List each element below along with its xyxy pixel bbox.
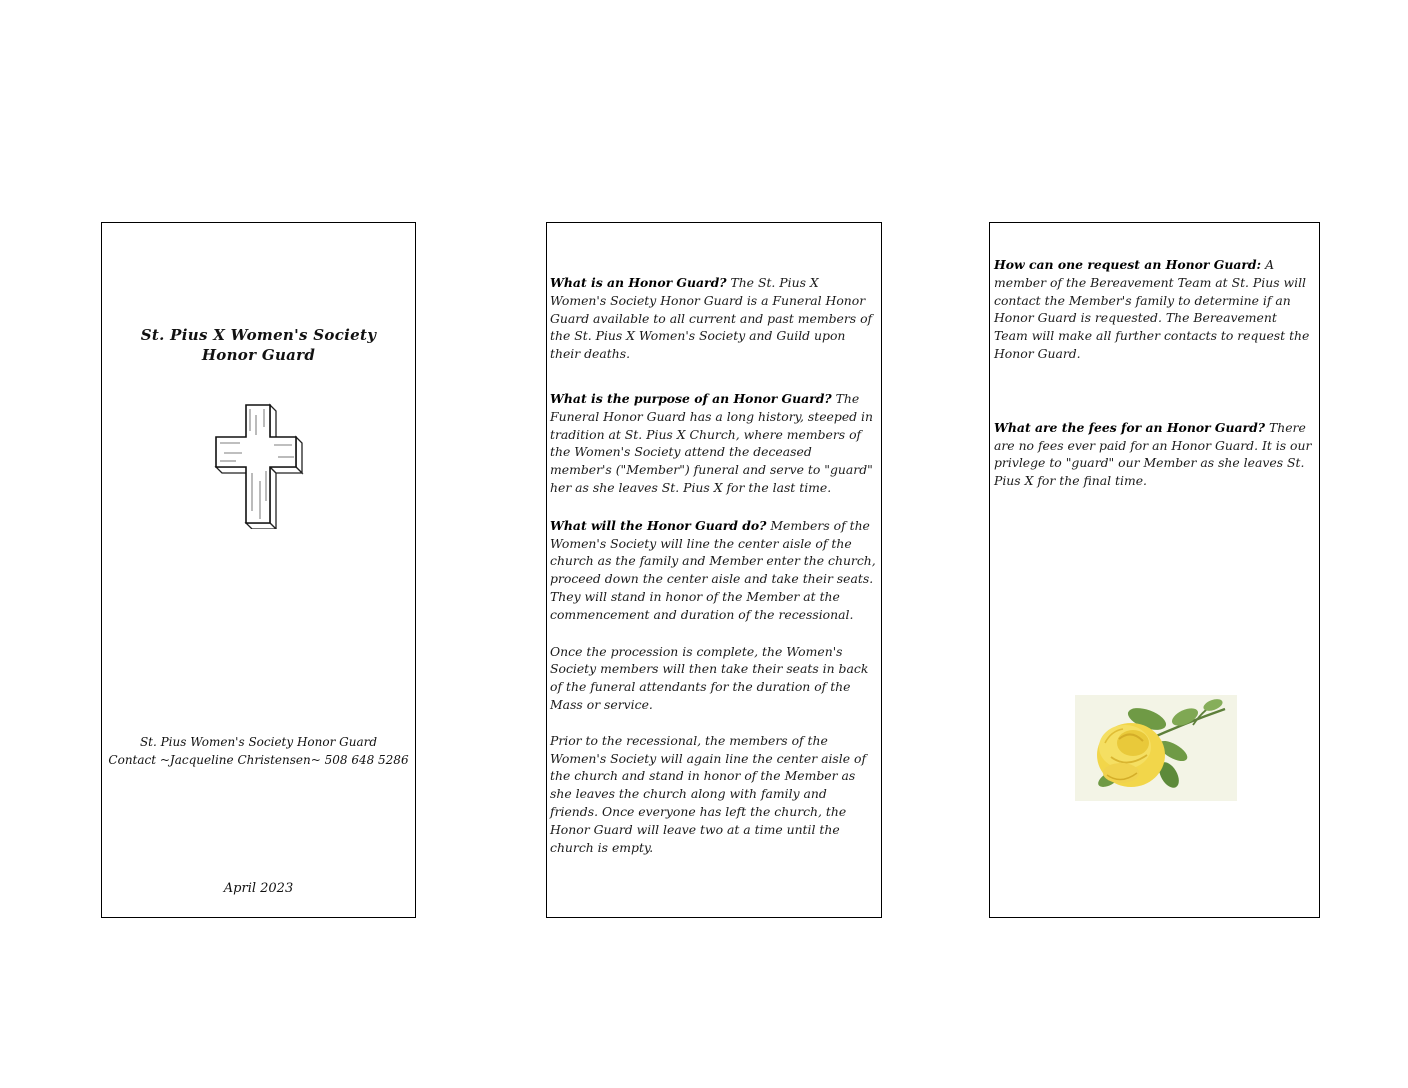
answer-fees: There are no fees ever paid for an Honor Guard. It is our privlege to "guard" our Member as she leaves St. Pius X for the final time. [994,419,1312,489]
answer-what-will-do: Members of the Women's Society will line the center aisle of the church as the family and Member enter the church, proceed down the center aisle and take their seats. They will stand in honor of the Member at the commencement and duration of the recessional. [550,517,876,622]
answer-purpose: The Funeral Honor Guard has a long history, steeped in tradition at St. Pius X Church, where members of the Women's Society attend the deceased member's ("Member") funeral and serve to "guard" her as she leaves St. Pius X for the last time. [550,390,873,495]
question-purpose: What is the purpose of an Honor Guard? [550,390,832,406]
cover-title [102,325,415,365]
yellow-rose-illustration [1075,695,1237,801]
faq-request [994,256,1312,363]
inside-text [550,274,876,856]
inside-panel [546,222,882,918]
paragraph-recessional: Prior to the recessional, the members of the Women's Society will again line the center aisle of the church and stand in honor of the Member as she leaves the church along with family and friends. Once everyone has left the church, the Honor Guard will leave two at a time until the church is empty. [550,732,867,855]
back-panel [989,222,1320,918]
question-what-is: What is an Honor Guard? [550,275,727,290]
back-text [994,256,1312,490]
question-what-will-do: What will the Honor Guard do? [550,517,767,533]
cross-icon [212,401,304,529]
faq-fees [994,419,1312,490]
answer-request: A member of the Bereavement Team at St. Pius will contact the Member's family to determine if an Honor Guard is requested. The Bereavement Team will make all further contacts to request the Honor Guard. [994,257,1310,361]
cover-panel [101,222,416,918]
question-request: How can one request an Honor Guard: [994,257,1262,272]
faq-what-is [550,274,876,363]
contact-block [102,733,415,769]
faq-what-will-do [550,517,876,624]
cover-title-line2: Honor Guard [201,346,316,364]
faq-purpose [550,390,876,497]
contact-line-person: Contact ~Jacqueline Christensen~ 508 648 5286 [108,753,409,767]
paragraph-procession: Once the procession is complete, the Women's Society members will then take their seats in back of the funeral attendants for the duration of the Mass or service. [550,643,869,712]
cover-title-line1: St. Pius X Women's Society [140,326,377,344]
answer-what-is: The St. Pius X Women's Society Honor Guard is a Funeral Honor Guard available to all current and past members of the St. Pius X Women's Society and Guild upon their deaths. [550,275,873,362]
contact-line-org: St. Pius Women's Society Honor Guard [139,735,378,749]
publication-date: April 2023 [223,881,294,896]
question-fees: What are the fees for an Honor Guard? [994,419,1266,435]
